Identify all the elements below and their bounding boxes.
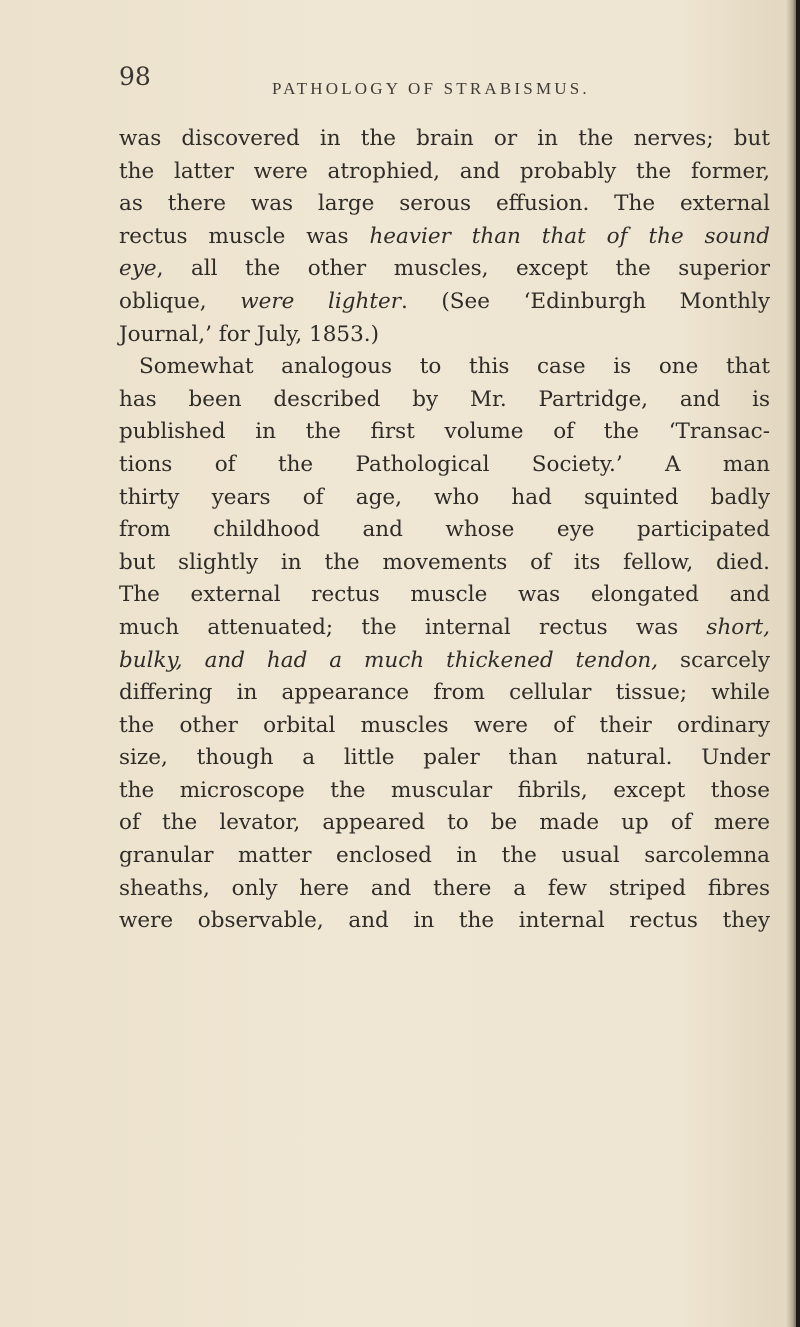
italic-text: heavier than that of the sound xyxy=(369,223,770,249)
text-segment: has been described by Mr. Partridge, and is xyxy=(119,386,770,412)
italic-text: were lighter xyxy=(240,288,401,314)
text-segment: was discovered in the brain or in the nerves; but xyxy=(119,126,770,151)
text-line xyxy=(119,449,770,482)
text-line xyxy=(119,775,770,808)
text-segment: . (See ‘Edinburgh Monthly xyxy=(400,288,770,314)
text-segment: differing in appearance from cellular tissue; while xyxy=(119,680,770,706)
text-line xyxy=(119,123,770,156)
text-segment: were observable, and in the internal rectus they xyxy=(119,908,770,934)
text-segment: scarcely xyxy=(658,647,770,673)
text-segment: of the levator, appeared to be made up of mere xyxy=(119,810,770,836)
text-segment: as there was large serous effusion. The external xyxy=(119,191,770,217)
text-line xyxy=(119,482,770,515)
text-segment: much attenuated; the internal rectus was xyxy=(119,614,707,640)
text-segment: thirty years of age, who had squinted badly xyxy=(119,484,770,510)
text-line xyxy=(119,612,770,645)
text-line xyxy=(119,351,770,384)
text-line xyxy=(119,156,770,189)
text-line xyxy=(119,319,789,352)
text-line xyxy=(119,547,770,580)
text-line xyxy=(119,742,770,775)
text-segment: size, though a little paler than natural. Under xyxy=(119,745,770,771)
page-number: 98 xyxy=(119,62,151,91)
text-line xyxy=(119,188,770,221)
text-line xyxy=(119,840,770,873)
text-line xyxy=(119,645,770,678)
text-line xyxy=(119,873,770,906)
text-line xyxy=(119,710,770,743)
text-segment: Somewhat analogous to this case is one that xyxy=(139,354,770,380)
text-segment: , all the other muscles, except the superior xyxy=(156,256,770,282)
italic-text: short, xyxy=(706,614,770,640)
text-segment: the microscope the muscular fibrils, except those xyxy=(119,777,770,803)
text-segment: from childhood and whose eye participated xyxy=(119,517,770,543)
text-segment: oblique, xyxy=(119,288,241,314)
body-text xyxy=(119,123,789,938)
text-line xyxy=(119,677,770,710)
text-line xyxy=(119,384,770,417)
text-segment: published in the first volume of the ‘Transac- xyxy=(119,419,770,445)
text-line xyxy=(119,416,770,449)
text-line xyxy=(119,221,770,254)
text-segment: rectus muscle was xyxy=(119,223,370,249)
page-edge-binding xyxy=(796,0,800,1327)
text-line xyxy=(119,807,770,840)
text-segment: but slightly in the movements of its fellow, died. xyxy=(119,549,770,575)
text-segment: sheaths, only here and there a few striped fibres xyxy=(119,875,770,901)
text-line xyxy=(119,905,770,938)
text-line xyxy=(119,286,770,319)
text-line xyxy=(119,253,770,286)
text-line xyxy=(119,514,770,547)
text-segment: The external rectus muscle was elongated and xyxy=(119,582,770,608)
text-segment: tions of the Pathological Society.’ A man xyxy=(119,451,770,477)
text-line xyxy=(119,579,770,612)
text-segment: Journal,’ for July, 1853.) xyxy=(119,321,379,347)
italic-text: eye xyxy=(119,256,157,282)
text-segment: the other orbital muscles were of their ordinary xyxy=(119,712,770,738)
italic-text: bulky, and had a much thickened tendon, xyxy=(119,647,659,673)
text-segment: the latter were atrophied, and probably the former, xyxy=(119,158,770,184)
text-segment: granular matter enclosed in the usual sarcolemna xyxy=(119,843,770,869)
running-head: PATHOLOGY OF STRABISMUS. xyxy=(272,79,590,98)
